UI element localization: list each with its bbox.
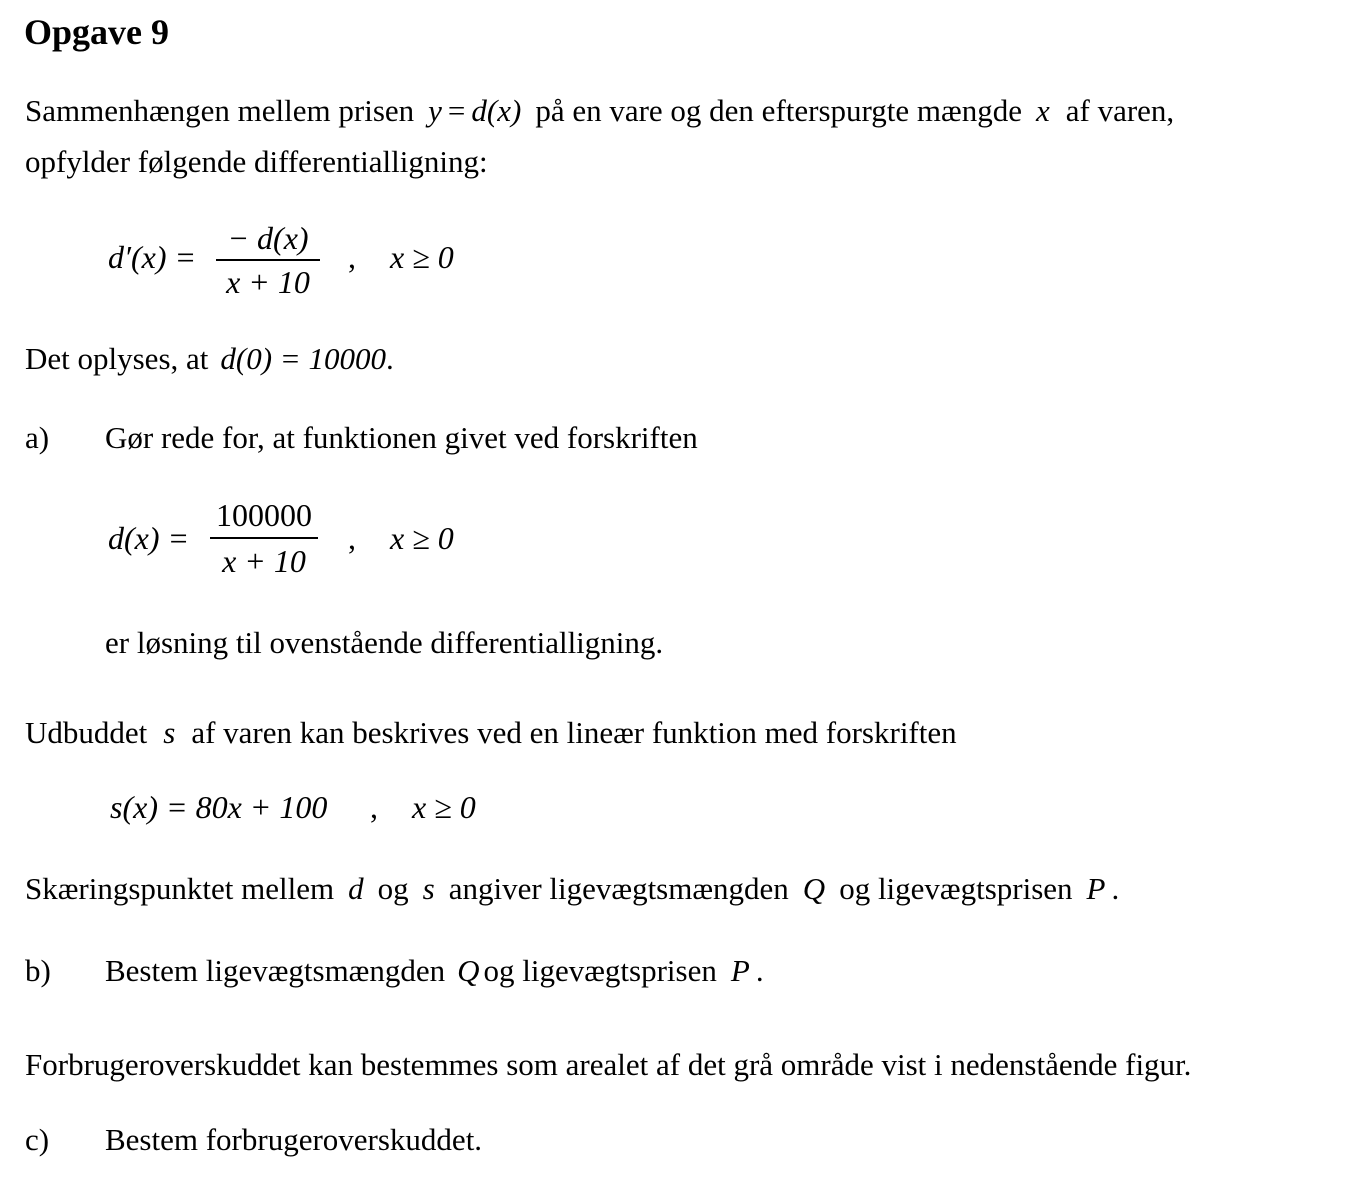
ode-denominator: x + 10	[226, 264, 310, 300]
initial-dot: .	[385, 341, 394, 376]
task-b-text	[105, 955, 764, 986]
task-a-lhs: d(x) =	[108, 520, 190, 556]
task-c-text: Bestem forbrugeroverskuddet.	[105, 1122, 483, 1157]
intro-text-2: på en vare og den efterspurgte mængde	[535, 93, 1022, 128]
task-b-var-q: Q	[457, 953, 480, 988]
initial-condition	[25, 343, 394, 374]
supply-text-1: Udbuddet	[25, 715, 148, 750]
surplus-text: Forbrugeroverskuddet kan bestemmes som arealet af det grå område vist i nedenstående figur.	[25, 1047, 1192, 1082]
intro-dx: d(x)	[471, 93, 522, 128]
intro-line-1	[25, 95, 1174, 126]
initial-text: Det oplyses, at	[25, 341, 209, 376]
task-a-text: Gør rede for, at funktionen givet ved forskriften	[105, 420, 698, 455]
ode-comma: ,	[348, 239, 356, 275]
intro-var-x: x	[1035, 93, 1050, 128]
page-title: Opgave 9	[24, 12, 170, 52]
intersection-var-d: d	[348, 871, 364, 906]
supply-condition: x ≥ 0	[412, 789, 476, 825]
intersection-text-1: Skæringspunktet mellem	[25, 871, 335, 906]
intersection-var-p: P	[1086, 871, 1106, 906]
intersection-og-1: og	[377, 871, 409, 906]
intro-equals: =	[447, 93, 466, 128]
task-a-label: a)	[25, 420, 50, 455]
supply-text	[25, 717, 957, 748]
supply-var-s: s	[163, 715, 176, 750]
task-a-condition: x ≥ 0	[390, 520, 454, 556]
intro-line-2: opfylder følgende differentialligning:	[25, 144, 488, 179]
intersection-dot: .	[1111, 871, 1120, 906]
task-a-denominator: x + 10	[222, 543, 306, 579]
task-a-numerator: 100000	[216, 497, 312, 533]
task-a-comma: ,	[348, 520, 356, 556]
ode-condition: x ≥ 0	[390, 239, 454, 275]
task-b-dot: .	[755, 953, 764, 988]
intersection-var-s: s	[422, 871, 435, 906]
initial-expr: d(0) = 10000	[220, 341, 386, 376]
task-b-label: b)	[25, 953, 51, 988]
task-a-after: er løsning til ovenstående differentialligning.	[105, 625, 664, 660]
intersection-og-2: og ligevægtsprisen	[839, 871, 1073, 906]
intro-text-1: Sammenhængen mellem prisen	[25, 93, 415, 128]
supply-text-2: af varen kan beskrives ved en lineær funktion med forskriften	[191, 715, 957, 750]
supply-comma: ,	[370, 789, 378, 825]
supply-expr: s(x) = 80x + 100	[110, 789, 328, 825]
ode-fraction-bar	[216, 259, 320, 261]
intro-text-3: af varen,	[1065, 93, 1175, 128]
intersection-text	[25, 873, 1119, 904]
task-b-var-p: P	[730, 953, 750, 988]
intersection-text-2: angiver ligevægtsmængden	[448, 871, 789, 906]
task-c-label: c)	[25, 1122, 50, 1157]
intersection-var-q: Q	[802, 871, 826, 906]
intro-var-y: y	[428, 93, 442, 128]
task-b-text-1: Bestem ligevægtsmængden	[105, 953, 446, 988]
ode-lhs: d′(x) =	[108, 239, 197, 275]
ode-numerator: − d(x)	[227, 220, 309, 256]
task-a-fraction-bar	[210, 537, 318, 539]
task-b-text-2: og ligevægtsprisen	[483, 953, 717, 988]
